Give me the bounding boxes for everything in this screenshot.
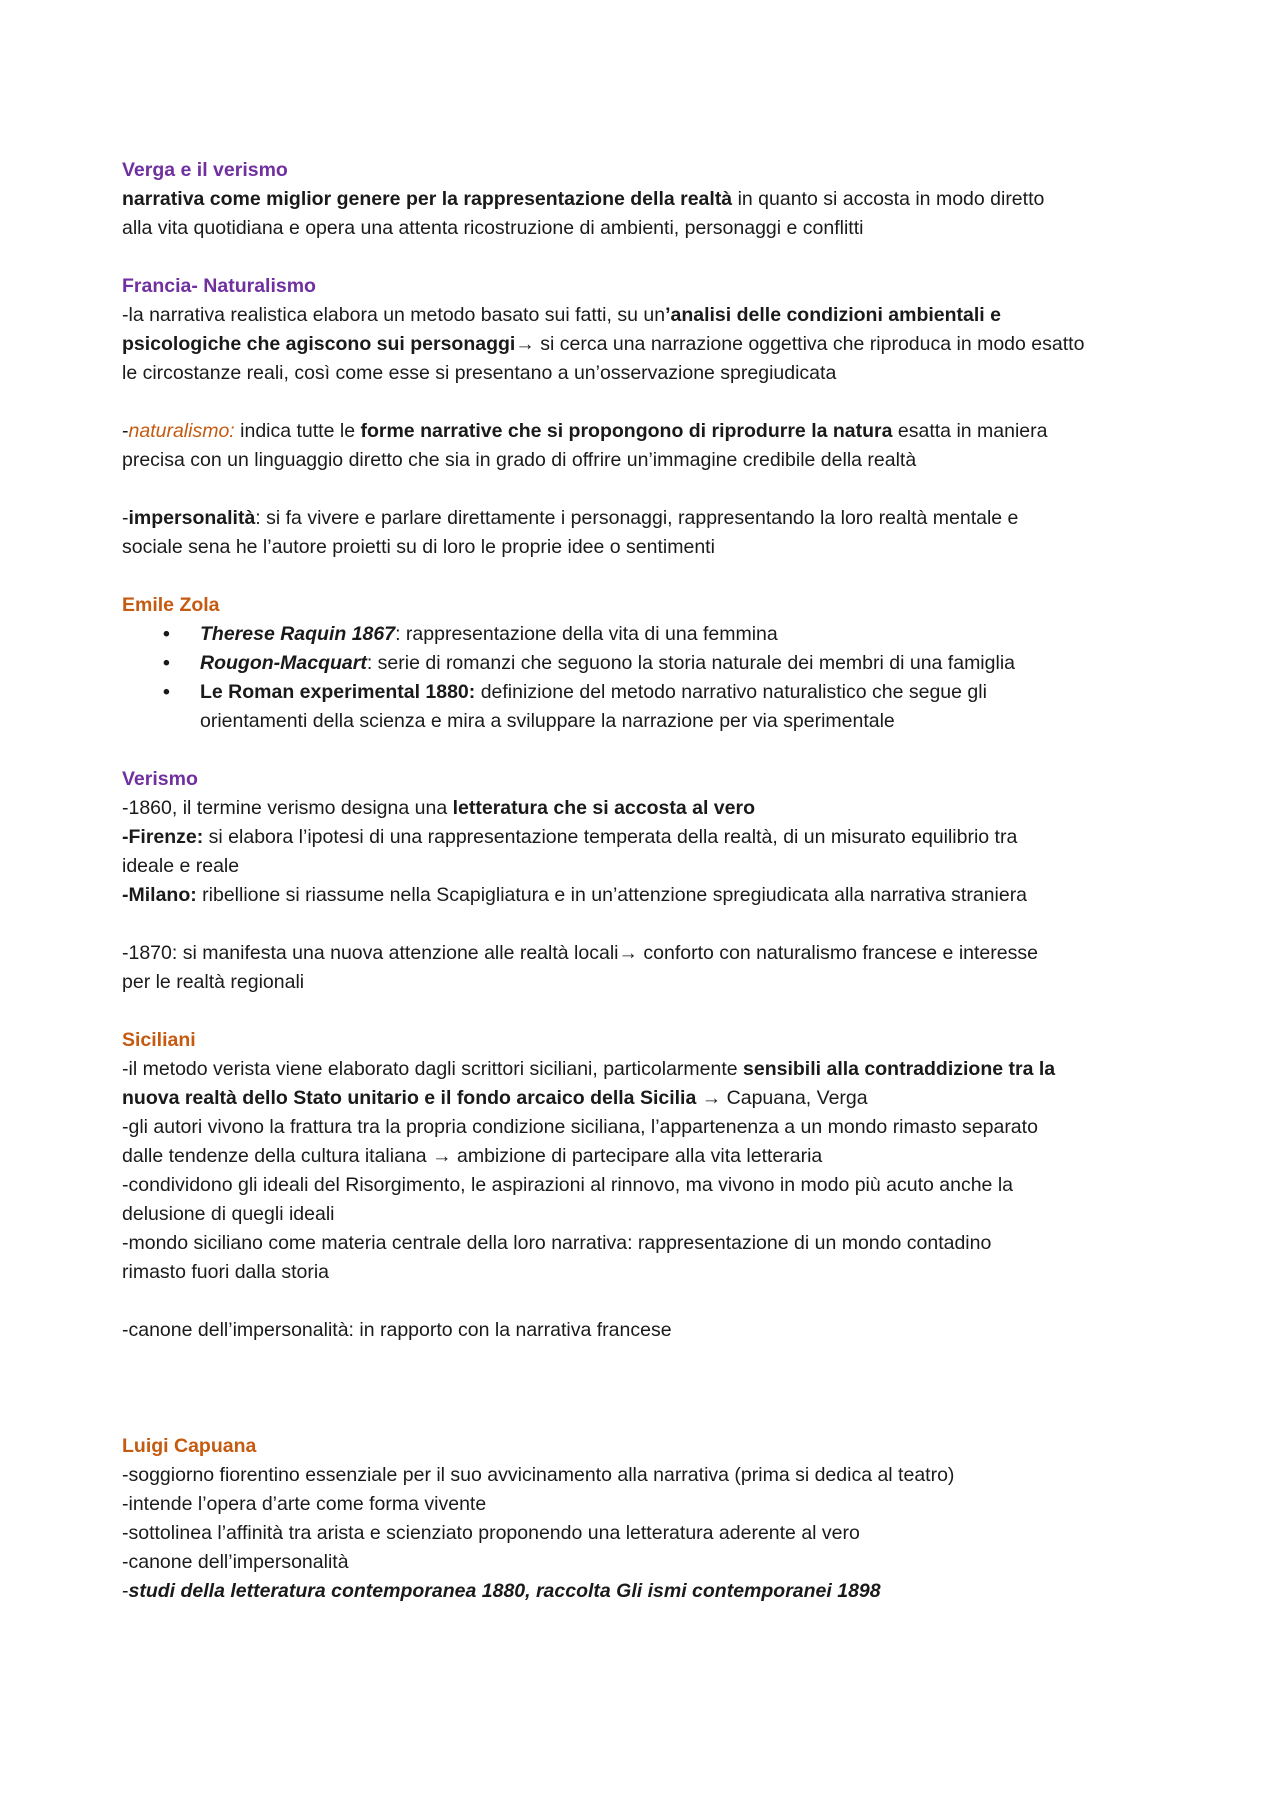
text-line: -sottolinea l’affinità tra arista e scienziato proponendo una letteratura aderente al vero — [122, 1522, 860, 1544]
bold-text: impersonalità — [128, 507, 256, 529]
text-span: in quanto si accosta in modo diretto — [732, 188, 1045, 210]
text-span: : rappresentazione della vita di una femmina — [395, 623, 778, 645]
text-span: - — [122, 1580, 129, 1602]
bold-italic-text: studi della letteratura contemporanea 1880, raccolta Gli ismi contemporanei 1898 — [128, 1580, 881, 1602]
spacer — [122, 910, 1180, 939]
text-line: -canone dell’impersonalità — [122, 1551, 349, 1573]
spacer — [122, 562, 1180, 591]
bullet-icon: • — [163, 652, 170, 674]
text-span: - — [122, 507, 129, 529]
text-line — [122, 301, 1180, 330]
text-span: : si fa vivere e parlare direttamente i personaggi, rappresentando la loro realtà mentale e — [255, 507, 1019, 529]
text-span: Capuana, Verga — [726, 1087, 868, 1109]
text-span: si elabora l’ipotesi di una rappresentazione temperata della realtà, di un misurato equilibrio tra — [203, 826, 1018, 848]
text-line — [122, 1577, 1180, 1606]
list-item — [163, 649, 1180, 678]
text-line: -intende l’opera d’arte come forma vivente — [122, 1493, 487, 1515]
text-line: le circostanze reali, così come esse si presentano a un’osservazione spregiudicata — [122, 362, 837, 384]
spacer — [122, 243, 1180, 272]
bold-italic-text: Therese Raquin 1867 — [200, 623, 396, 645]
text-line — [122, 417, 1180, 446]
text-line — [122, 794, 1180, 823]
text-line — [122, 330, 1180, 359]
text-span: dalle tendenze della cultura italiana — [122, 1145, 433, 1167]
spacer — [122, 1287, 1180, 1316]
text-span: esatta in maniera — [892, 420, 1048, 442]
text-line — [122, 1142, 1180, 1171]
text-span: si cerca una narrazione oggettiva che riproduca in modo esatto — [534, 333, 1085, 355]
text-line — [122, 939, 1180, 968]
heading-francia-naturalismo: Francia- Naturalismo — [122, 275, 316, 297]
text-line — [122, 881, 1180, 910]
bold-italic-text: Rougon-Macquart — [200, 652, 367, 674]
text-line: precisa con un linguaggio diretto che sia in grado di offrire un’immagine credibile della realtà — [122, 449, 917, 471]
text-span: - — [122, 420, 129, 442]
bold-text: sensibili alla contraddizione tra la — [743, 1058, 1056, 1080]
arrow-right-icon: → — [515, 333, 535, 355]
text-line: -mondo siciliano come materia centrale della loro narrativa: rappresentazione di un mondo contadino — [122, 1232, 992, 1254]
text-line — [122, 1084, 1180, 1113]
bold-text: forme narrative che si propongono di riprodurre la natura — [360, 420, 893, 442]
text-span: -il metodo verista viene elaborato dagli scrittori siciliani, particolarmente — [122, 1058, 744, 1080]
text-line: -condividono gli ideali del Risorgimento, le aspirazioni al rinnovo, ma vivono in modo più acuto anche la — [122, 1174, 1014, 1196]
text-span: -la narrativa realistica elabora un metodo basato sui fatti, su un — [122, 304, 666, 326]
bold-text: psicologiche che agiscono sui personaggi — [122, 333, 516, 355]
text-line: ideale e reale — [122, 855, 240, 877]
term-naturalismo: naturalismo: — [128, 420, 235, 442]
text-span: orientamenti della scienza e mira a sviluppare la narrazione per via sperimentale — [200, 710, 895, 732]
bold-text: narrativa come miglior genere per la rappresentazione della realtà — [122, 188, 733, 210]
text-line: per le realtà regionali — [122, 971, 305, 993]
spacer — [122, 997, 1180, 1026]
text-span: ambizione di partecipare alla vita letteraria — [451, 1145, 823, 1167]
arrow-right-icon: → — [432, 1145, 452, 1167]
bullet-icon: • — [163, 623, 170, 645]
text-line — [122, 504, 1180, 533]
arrow-right-icon: → — [696, 1087, 727, 1109]
spacer — [122, 388, 1180, 417]
text-span: ribellione si riassume nella Scapigliatura e in un’attenzione spregiudicata alla narrativa straniera — [196, 884, 1028, 906]
text-line: alla vita quotidiana e opera una attenta ricostruzione di ambienti, personaggi e conflitti — [122, 217, 864, 239]
spacer — [122, 475, 1180, 504]
text-line: rimasto fuori dalla storia — [122, 1261, 329, 1283]
text-line — [122, 823, 1180, 852]
text-line — [122, 185, 1180, 214]
bullet-icon: • — [163, 681, 170, 703]
text-span: conforto con naturalismo francese e interesse — [637, 942, 1038, 964]
heading-emile-zola: Emile Zola — [122, 594, 220, 616]
arrow-right-icon: → — [618, 942, 638, 964]
heading-verga-verismo: Verga e il verismo — [122, 159, 288, 181]
bold-text: Le Roman experimental 1880: — [200, 681, 476, 703]
bold-text: ’analisi delle condizioni ambientali e — [665, 304, 1001, 326]
text-line: delusione di quegli ideali — [122, 1203, 335, 1225]
text-span: -1870: si manifesta una nuova attenzione alle realtà locali — [122, 942, 619, 964]
text-span: : serie di romanzi che seguono la storia naturale dei membri di una famiglia — [366, 652, 1015, 674]
text-line: sociale sena he l’autore proietti su di loro le proprie idee o sentimenti — [122, 536, 715, 558]
heading-siciliani: Siciliani — [122, 1029, 196, 1051]
text-line — [122, 1055, 1180, 1084]
text-line: -soggiorno fiorentino essenziale per il suo avvicinamento alla narrativa (prima si dedica al teatro) — [122, 1464, 955, 1486]
list-item — [163, 620, 1180, 649]
text-span: -1860, il termine verismo designa una — [122, 797, 453, 819]
bold-text: letteratura che si accosta al vero — [452, 797, 755, 819]
spacer — [122, 736, 1180, 765]
text-span: indica tutte le — [234, 420, 361, 442]
text-line: -canone dell’impersonalità: in rapporto con la narrativa francese — [122, 1319, 672, 1341]
bold-text: nuova realtà dello Stato unitario e il fondo arcaico della Sicilia — [122, 1087, 697, 1109]
list-item — [163, 678, 1180, 736]
bullet-list — [122, 620, 1180, 736]
bold-text: -Firenze: — [122, 826, 204, 848]
text-span: definizione del metodo narrativo naturalistico che segue gli — [475, 681, 987, 703]
spacer — [122, 1345, 1180, 1432]
heading-verismo: Verismo — [122, 768, 198, 790]
heading-luigi-capuana: Luigi Capuana — [122, 1435, 257, 1457]
bold-text: -Milano: — [122, 884, 197, 906]
text-line: -gli autori vivono la frattura tra la propria condizione siciliana, l’appartenenza a un mondo rimasto separato — [122, 1116, 1038, 1138]
